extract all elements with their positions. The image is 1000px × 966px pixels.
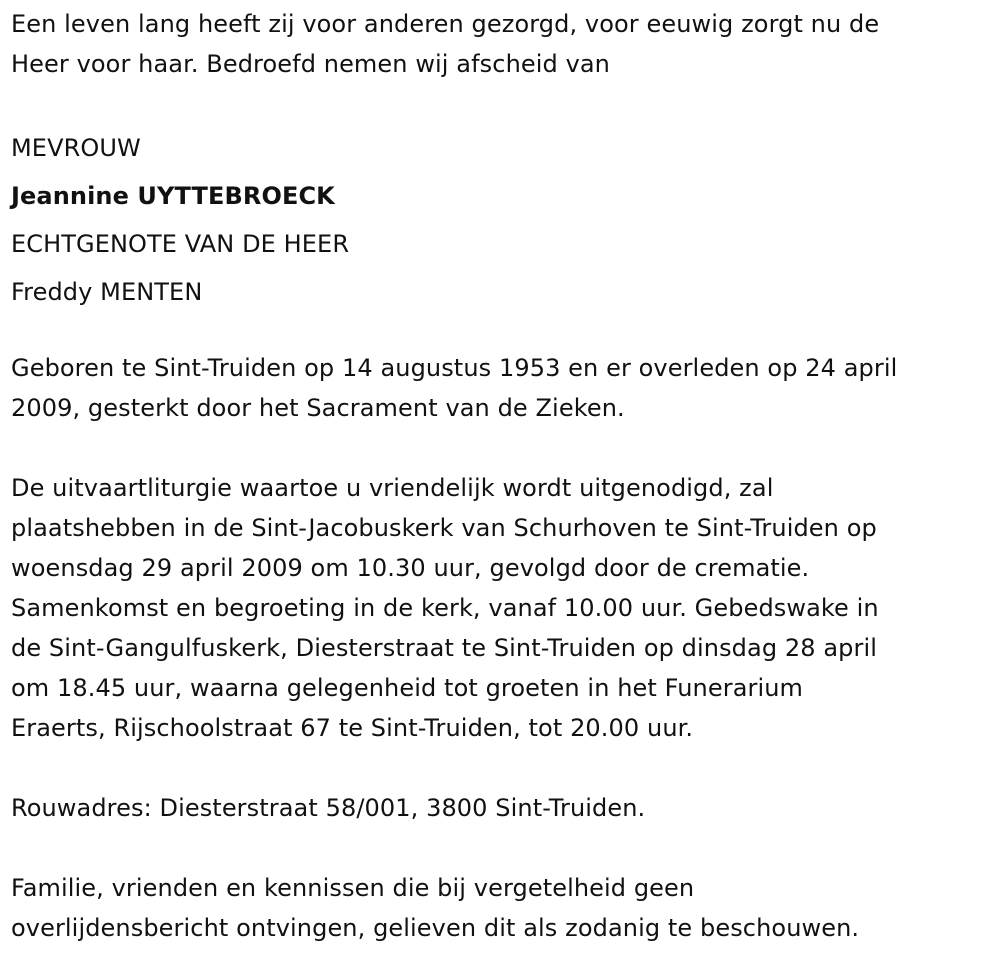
intro-line-1: Een leven lang heeft zij voor anderen gezorgd, voor eeuwig zorgt nu de	[11, 10, 880, 38]
spouse-name: Freddy MENTEN	[11, 278, 203, 306]
funeral-paragraph	[11, 468, 991, 748]
deceased-title: MEVROUW	[11, 134, 141, 162]
spacer	[11, 748, 991, 788]
closing-line-1: Familie, vrienden en kennissen die bij vergetelheid geen	[11, 874, 695, 902]
funeral-line-1: De uitvaartliturgie waartoe u vriendelijk wordt uitgenodigd, zal	[11, 474, 774, 502]
closing-paragraph	[11, 868, 991, 948]
deceased-block	[11, 124, 991, 316]
birth-death-line-2: 2009, gesterkt door het Sacrament van de Zieken.	[11, 394, 625, 422]
funeral-line-6: om 18.45 uur, waarna gelegenheid tot groeten in het Funerarium	[11, 674, 804, 702]
funeral-line-5: de Sint-Gangulfuskerk, Diesterstraat te Sint-Truiden op dinsdag 28 april	[11, 634, 877, 662]
funeral-line-3: woensdag 29 april 2009 om 10.30 uur, gevolgd door de crematie.	[11, 554, 810, 582]
closing-line-2: overlijdensbericht ontvingen, gelieven dit als zodanig te beschouwen.	[11, 914, 860, 942]
funeral-line-4: Samenkomst en begroeting in de kerk, vanaf 10.00 uur. Gebedswake in	[11, 594, 879, 622]
funeral-line-2: plaatshebben in de Sint-Jacobuskerk van Schurhoven te Sint-Truiden op	[11, 514, 877, 542]
spacer	[11, 316, 991, 348]
obituary-notice	[11, 4, 991, 948]
intro-line-2: Heer voor haar. Bedroefd nemen wij afscheid van	[11, 50, 610, 78]
address-paragraph	[11, 788, 991, 828]
birth-death-paragraph	[11, 348, 991, 428]
spacer	[11, 428, 991, 468]
deceased-name: Jeannine UYTTEBROECK	[11, 182, 335, 210]
spacer	[11, 84, 991, 124]
mourning-address: Rouwadres: Diesterstraat 58/001, 3800 Sint-Truiden.	[11, 794, 646, 822]
intro-paragraph	[11, 4, 991, 84]
spacer	[11, 828, 991, 868]
deceased-relation: ECHTGENOTE VAN DE HEER	[11, 230, 350, 258]
birth-death-line-1: Geboren te Sint-Truiden op 14 augustus 1953 en er overleden op 24 april	[11, 354, 898, 382]
funeral-line-7: Eraerts, Rijschoolstraat 67 te Sint-Truiden, tot 20.00 uur.	[11, 714, 694, 742]
